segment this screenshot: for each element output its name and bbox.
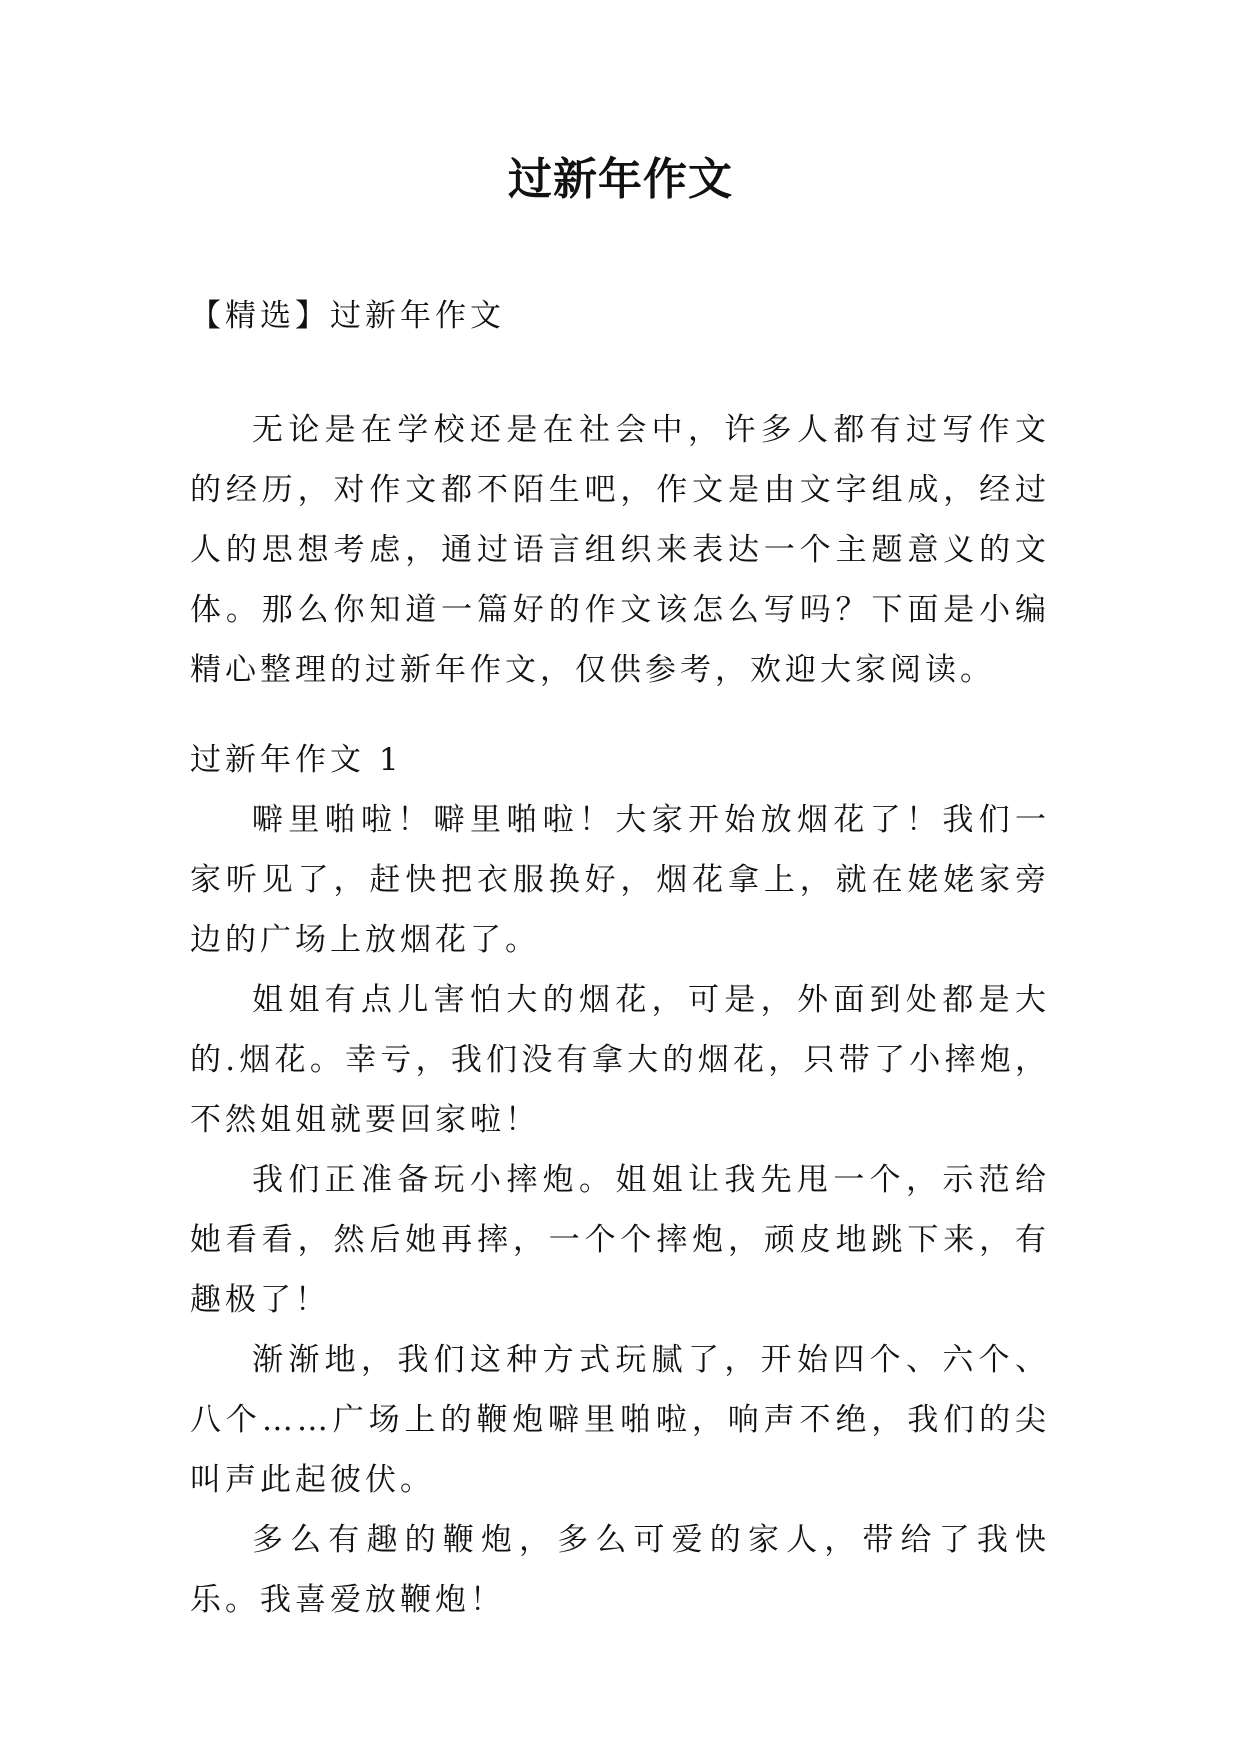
essay-paragraph: 渐渐地，我们这种方式玩腻了，开始四个、六个、八个……广场上的鞭炮噼里啪啦，响声不绝，我们的尖叫声此起彼伏。: [190, 1342, 1050, 1498]
essay-paragraph: 姐姐有点儿害怕大的烟花，可是，外面到处都是大的.烟花。幸亏，我们没有拿大的烟花，只带了小摔炮，不然姐姐就要回家啦！: [190, 982, 1050, 1138]
essay-paragraph: 多么有趣的鞭炮，多么可爱的家人，带给了我快乐。我喜爱放鞭炮！: [190, 1522, 1050, 1618]
document-title: 过新年作文: [508, 154, 733, 205]
essay-section: [190, 730, 1050, 1630]
essay-paragraph: 噼里啪啦！噼里啪啦！大家开始放烟花了！我们一家听见了，赶快把衣服换好，烟花拿上，就在姥姥家旁边的广场上放烟花了。: [190, 802, 1050, 958]
section-heading: 过新年作文 1: [190, 742, 403, 778]
intro-block: [190, 400, 1050, 700]
document-subtitle: 【精选】过新年作文: [190, 298, 505, 334]
intro-paragraph: 无论是在学校还是在社会中，许多人都有过写作文的经历，对作文都不陌生吧，作文是由文字组成，经过人的思想考虑，通过语言组织来表达一个主题意义的文体。那么你知道一篇好的作文该怎么写吗？下面是小编精心整理的过新年作文，仅供参考，欢迎大家阅读。: [190, 412, 1050, 688]
essay-paragraph: 我们正准备玩小摔炮。姐姐让我先甩一个，示范给她看看，然后她再摔，一个个摔炮，顽皮地跳下来，有趣极了！: [190, 1162, 1050, 1318]
